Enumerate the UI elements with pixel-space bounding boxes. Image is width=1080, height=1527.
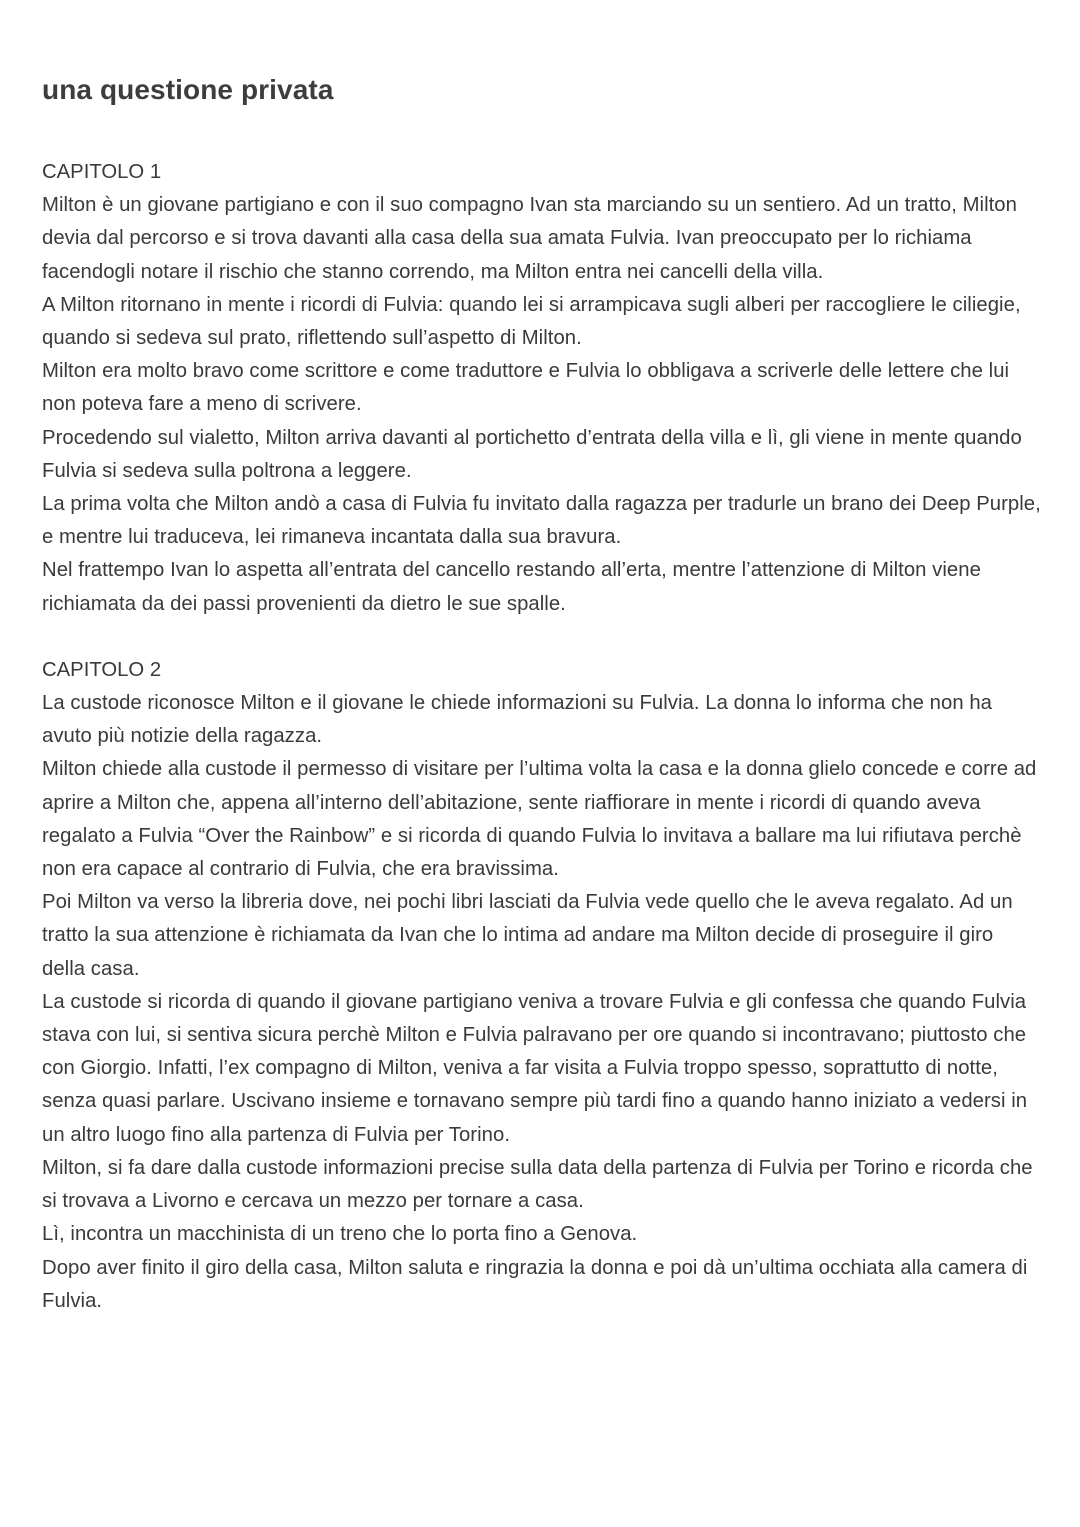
paragraph: A Milton ritornano in mente i ricordi di Fulvia: quando lei si arrampicava sugli alberi per raccogliere le ciliegie, quando si sedeva sul prato, riflettendo sull’aspetto di Milton. xyxy=(42,293,1021,350)
paragraph: Nel frattempo Ivan lo aspetta all’entrata del cancello restando all’erta, mentre l’attenzione di Milton viene richiamata da dei passi provenienti da dietro le sue spalle. xyxy=(42,559,981,615)
paragraph: La custode riconosce Milton e il giovane le chiede informazioni su Fulvia. La donna lo informa che non ha avuto più notizie della ragazza. xyxy=(42,692,993,748)
paragraph: La custode si ricorda di quando il giovane partigiano veniva a trovare Fulvia e gli confessa che quando Fulvia stava con lui, si sentiva sicura perchè Milton e Fulvia palravano per ore quando si incontravano; piuttosto che con Giorgio. Infatti, l’ex compagno di Milton, veniva a far visita a Fulvia troppo spesso, soprattutto di notte, senza quasi parlare. Uscivano insieme e tornavano sempre più tardi fino a quando hanno iniziato a vedersi in un altro luogo fino alla partenza di Fulvia per Torino. xyxy=(42,990,1028,1146)
paragraph: Milton chiede alla custode il permesso di visitare per l’ultima volta la casa e la donna glielo concede e corre ad aprire a Milton che, appena all’interno dell’abitazione, sente riaffiorare in mente i ricordi di quando aveva regalato a Fulvia “Over the Rainbow” e si ricorda di quando Fulvia lo invitava a ballare ma lui rifiutava perchè non era capace al contrario di Fulvia, che era bravissima. xyxy=(42,758,1037,881)
paragraph: Dopo aver finito il giro della casa, Milton saluta e ringrazia la donna e poi dà un’ultima occhiata alla camera di Fulvia. xyxy=(42,1256,1028,1312)
document-page xyxy=(42,70,1042,1351)
document-title: una questione privata xyxy=(42,74,334,105)
chapter-1 xyxy=(42,156,1042,621)
paragraph: La prima volta che Milton andò a casa di Fulvia fu invitato dalla ragazza per tradurle un brano dei Deep Purple, e mentre lui traduceva, lei rimaneva incantata dalla sua bravura. xyxy=(42,493,1041,549)
paragraph: Procedendo sul vialetto, Milton arriva davanti al portichetto d’entrata della villa e lì, gli viene in mente quando Fulvia si sedeva sulla poltrona a leggere. xyxy=(42,426,1022,482)
chapter-heading: CAPITOLO 1 xyxy=(42,161,162,183)
chapter-2 xyxy=(42,654,1042,1318)
paragraph: Poi Milton va verso la libreria dove, nei pochi libri lasciati da Fulvia vede quello che le aveva regalato. Ad un tratto la sua attenzione è richiamata da Ivan che lo intima ad andare ma Milton decide di proseguire il giro della casa. xyxy=(42,891,1013,980)
paragraph: Milton è un giovane partigiano e con il suo compagno Ivan sta marciando su un sentiero. Ad un tratto, Milton devia dal percorso e si trova davanti alla casa della sua amata Fulvia. Ivan preoccupato per lo richiama facendogli notare il rischio che stanno correndo, ma Milton entra nei cancelli della villa. xyxy=(42,194,1017,283)
paragraph: Milton, si fa dare dalla custode informazioni precise sulla data della partenza di Fulvia per Torino e ricorda che si trovava a Livorno e cercava un mezzo per tornare a casa. xyxy=(42,1156,1033,1213)
paragraph: Milton era molto bravo come scrittore e come traduttore e Fulvia lo obbligava a scriverle delle lettere che lui non poteva fare a meno di scrivere. xyxy=(42,360,1010,416)
paragraph: Lì, incontra un macchinista di un treno che lo porta fino a Genova. xyxy=(42,1223,638,1246)
chapter-heading: CAPITOLO 2 xyxy=(42,658,162,681)
